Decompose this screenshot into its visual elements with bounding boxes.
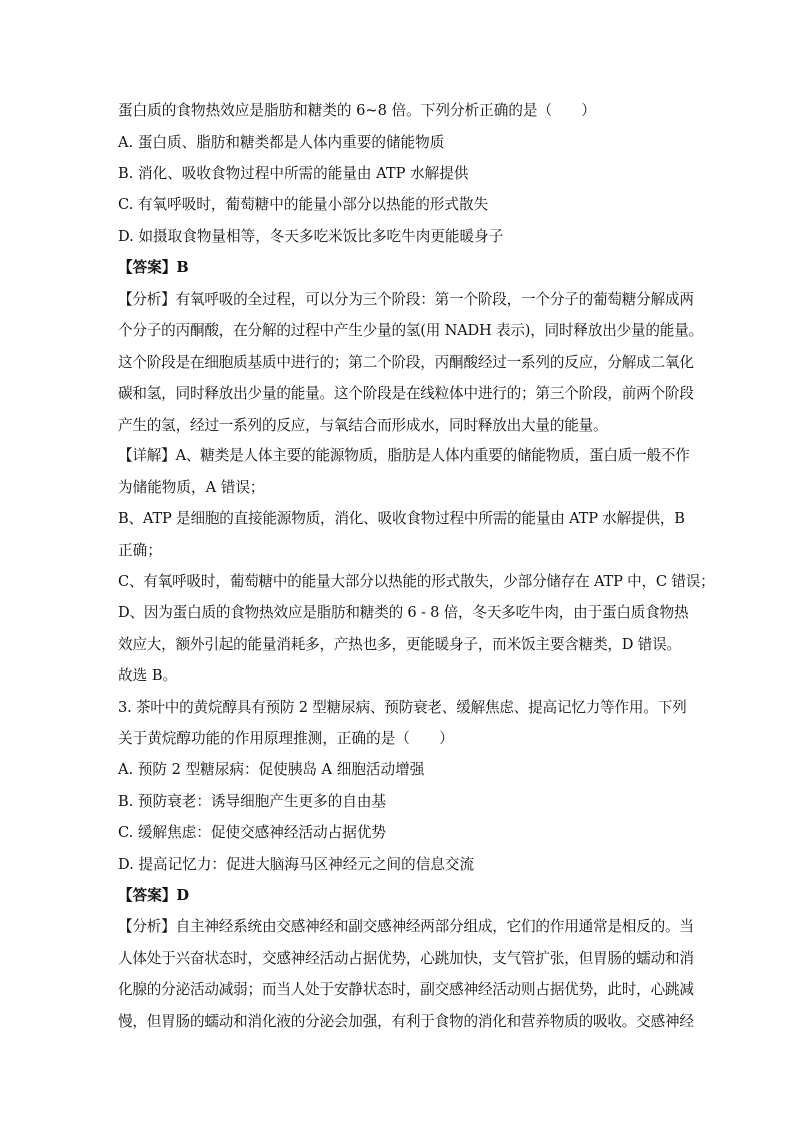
option-d: D. 提高记忆力：促进大脑海马区神经元之间的信息交流 xyxy=(118,856,475,873)
explanation-line: 效应大，额外引起的能量消耗多，产热也多，更能暖身子，而米饭主要含糖类，D 错误。 xyxy=(118,636,681,653)
option-a: A. 蛋白质、脂肪和糖类都是人体内重要的储能物质 xyxy=(118,134,445,151)
question-3-stem: 3. 茶叶中的黄烷醇具有预防 2 型糖尿病、预防衰老、缓解焦虑、提高记忆力等作用。下列 xyxy=(118,699,687,716)
analysis-line: 【分析】有氧呼吸的全过程，可以分为三个阶段：第一个阶段，一个分子的葡萄糖分解成两 xyxy=(118,291,694,308)
final-choice: 故选 B。 xyxy=(118,667,178,684)
analysis-line: 这个阶段是在细胞质基质中进行的；第二个阶段，丙酮酸经过一系列的反应，分解成二氧化 xyxy=(118,354,694,371)
explanation-line: C、有氧呼吸时，葡萄糖中的能量大部分以热能的形式散失，少部分储存在 ATP 中，C 错误； xyxy=(118,573,715,590)
explanation-line: D、因为蛋白质的食物热效应是脂肪和糖类的 6 - 8 倍，冬天多吃牛肉，由于蛋白质食物热 xyxy=(118,604,689,621)
analysis-line: 化腺的分泌活动减弱；而当人处于安静状态时，副交感神经活动则占据优势，此时，心跳减 xyxy=(118,981,694,998)
question-3-stem: 关于黄烷醇功能的作用原理推测，正确的是（ ） xyxy=(118,730,454,747)
analysis-line: 个分子的丙酮酸，在分解的过程中产生少量的氢(用 NADH 表示)，同时释放出少量的能量。 xyxy=(118,322,703,339)
explanation-line: 为储能物质，A 错误； xyxy=(118,479,265,496)
explanation-line: B、ATP 是细胞的直接能源物质，消化、吸收食物过程中所需的能量由 ATP 水解提供，B xyxy=(118,510,685,527)
answer-label: 【答案】B xyxy=(118,259,189,276)
option-d: D. 如摄取食物量相等，冬天多吃米饭比多吃牛肉更能暖身子 xyxy=(118,228,504,245)
option-c: C. 缓解焦虑：促使交感神经活动占据优势 xyxy=(118,824,387,841)
explanation-line: 【详解】A、糖类是人体主要的能源物质，脂肪是人体内重要的储能物质，蛋白质一般不作 xyxy=(118,447,690,464)
answer-label: 【答案】D xyxy=(118,887,190,904)
option-b: B. 消化、吸收食物过程中所需的能量由 ATP 水解提供 xyxy=(118,165,469,182)
question-stem-continued: 蛋白质的食物热效应是脂肪和糖类的 6~8 倍。下列分析正确的是（ ） xyxy=(118,102,596,119)
analysis-line: 人体处于兴奋状态时，交感神经活动占据优势，心跳加快，支气管扩张，但胃肠的蠕动和消 xyxy=(118,950,694,967)
explanation-line: 正确； xyxy=(118,542,162,559)
option-b: B. 预防衰老：诱导细胞产生更多的自由基 xyxy=(118,793,387,810)
analysis-line: 慢，但胃肠的蠕动和消化液的分泌会加强，有利于食物的消化和营养物质的吸收。交感神经 xyxy=(118,1013,694,1030)
analysis-line: 碳和氢，同时释放出少量的能量。这个阶段是在线粒体中进行的；第三个阶段，前两个阶段 xyxy=(118,385,694,402)
option-c: C. 有氧呼吸时，葡萄糖中的能量小部分以热能的形式散失 xyxy=(118,196,489,213)
analysis-line: 【分析】自主神经系统由交感神经和副交感神经两部分组成，它们的作用通常是相反的。当 xyxy=(118,918,694,935)
analysis-line: 产生的氢，经过一系列的反应，与氧结合而形成水，同时释放出大量的能量。 xyxy=(118,417,608,434)
option-a: A. 预防 2 型糖尿病：促使胰岛 A 细胞活动增强 xyxy=(118,761,425,778)
